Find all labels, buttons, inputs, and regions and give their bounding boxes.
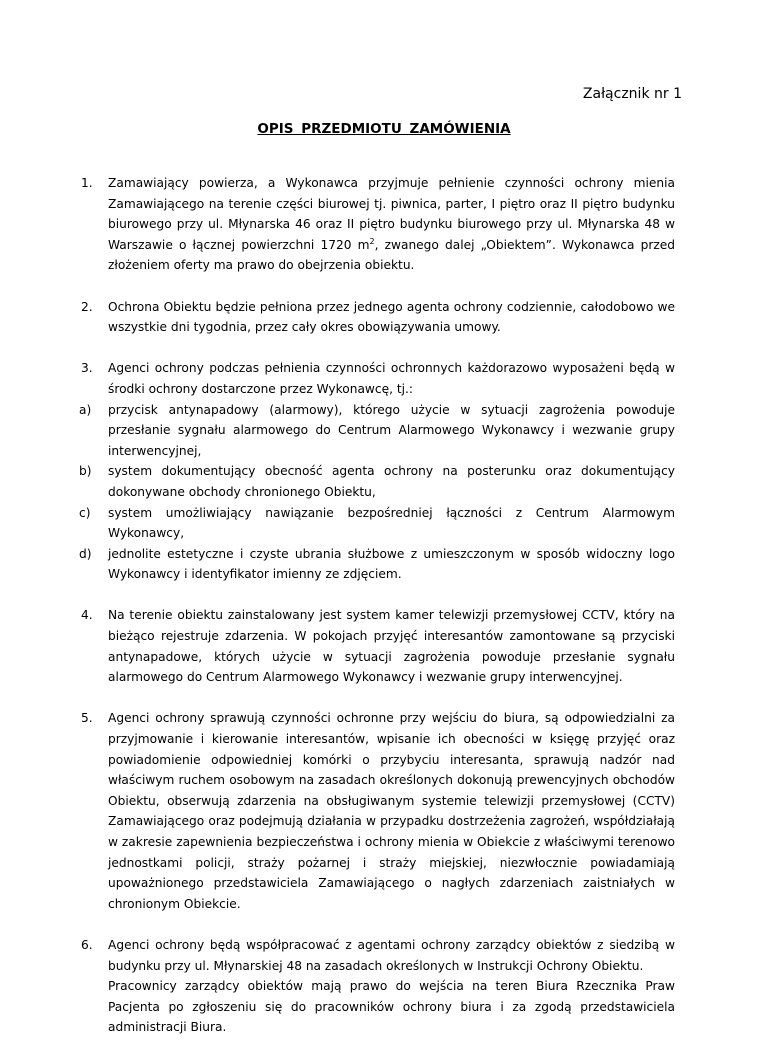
sub-item-letter: d) [79,546,92,561]
sub-item-c [79,503,675,544]
sub-item-text: system umożliwiający nawiązanie bezpośredniej łączności z Centrum Alarmowym Wykonawcy, [108,505,675,541]
list-item-3 [79,358,675,585]
item-number: 1. [81,176,93,190]
item-text: Agenci ochrony sprawują czynności ochronne przy wejściu do biura, są odpowiedzialni za przyjmowanie i kierowanie interesantów, wpisanie ich obecności w księgę przyjęć oraz powiadomienie odpowiedniej komórki o przybyciu interesanta, sprawują nadzór nad właściwym ruchem osobowym na zasadach określonych dokonują prewencyjnych obchodów Obiektu, obserwują zdarzenia na obsługiwanym systemie telewizji przemysłowej (CCTV) Zamawiającego oraz podejmują działania w przypadku dostrzeżenia zagrożeń, współdziałają w zakresie zapewnienia bezpieczeństwa i ochrony mienia w Obiekcie z właściwymi terenowo jednostkami policji, straży pożarnej i straży miejskiej, niezwłocznie powiadamiają upoważnionego przedstawiciela Zamawiającego o nagłych zdarzeniach zaistniałych w chronionym Obiekcie. [108,711,675,911]
list-item-2 [81,297,675,338]
item-number: 5. [81,711,93,726]
sub-item-a [79,400,675,462]
item-number: 4. [81,608,93,623]
sub-item-d [79,544,675,585]
list-item-6 [81,935,675,1038]
document-title: OPIS PRZEDMIOTU ZAMÓWIENIA [257,121,511,137]
superscript: 2 [369,236,375,246]
item-number: 3. [81,361,93,376]
sub-item-letter: b) [79,464,92,479]
item-text: Agenci ochrony podczas pełnienia czynności ochronnych każdorazowo wyposażeni będą w środki ochrony dostarczone przez Wykonawcę, tj.: [108,361,675,396]
item-number: 2. [81,299,93,314]
sub-item-text: jednolite estetyczne i czyste ubrania służbowe z umieszczonym w sposób widoczny logo Wykonawcy i identyfikator imienny ze zdjęciem. [108,546,675,582]
item-text: Agenci ochrony będą współpracować z agentami ochrony zarządcy obiektów z siedzibą w budynku przy ul. Młynarskiej 48 na zasadach określonych w Instrukcji Ochrony Obiektu. [108,937,675,973]
list-item-1 [81,173,675,276]
sub-item-letter: c) [79,505,91,520]
annex-label: Załącznik nr 1 [582,86,682,102]
sub-item-text: przycisk antynapadowy (alarmowy), którego użycie w sytuacji zagrożenia powoduje przesłanie sygnału alarmowego do Centrum Alarmowego Wykonawcy i wezwanie grupy interwencyjnej, [108,402,675,458]
item-text: Zamawiający powierza, a Wykonawca przyjmuje pełnienie czynności ochrony mienia Zamawiającego na terenie części biurowej tj. piwnica, parter, I piętro oraz II piętro budynku biurowego przy ul. Młynarska 46 oraz II piętro budynku biurowego przy ul. Młynarska 48 w Warszawie o łącznej powierzchni 1720 $m^2$, zwanego dalej „Obiektem”. Wykonawca przed złożeniem oferty ma prawo do obejrzenia obiektu. [108,176,675,273]
document-body [79,173,675,1059]
list-item-4 [81,605,675,687]
sub-item-text: system dokumentujący obecność agenta ochrony na posterunku oraz dokumentujący dokonywane obchody chronionego Obiektu, [108,464,675,499]
list-item-5 [81,708,675,914]
sub-item-letter: a) [79,402,92,417]
item-text-continued: Pracownicy zarządcy obiektów mają prawo do wejścia na teren Biura Rzecznika Praw Pacjenta po zgłoszeniu się do pracowników ochrony biura i za zgodą przedstawiciela administracji Biura. [108,979,675,1035]
item-text: Ochrona Obiektu będzie pełniona przez jednego agenta ochrony codziennie, całodobowo we wszystkie dni tygodnia, przez cały okres obowiązywania umowy. [108,299,675,335]
sub-item-b [79,461,675,502]
item-number: 6. [81,937,93,952]
item-text: Na terenie obiektu zainstalowany jest system kamer telewizji przemysłowej CCTV, który na bieżąco rejestruje zdarzenia. W pokojach przyjęć interesantów zamontowane są przyciski antynapadowe, których użycie w sytuacji zagrożenia powoduje przesłanie sygnału alarmowego do Centrum Alarmowego Wykonawcy i wezwanie grupy interwencyjnej. [108,608,675,685]
